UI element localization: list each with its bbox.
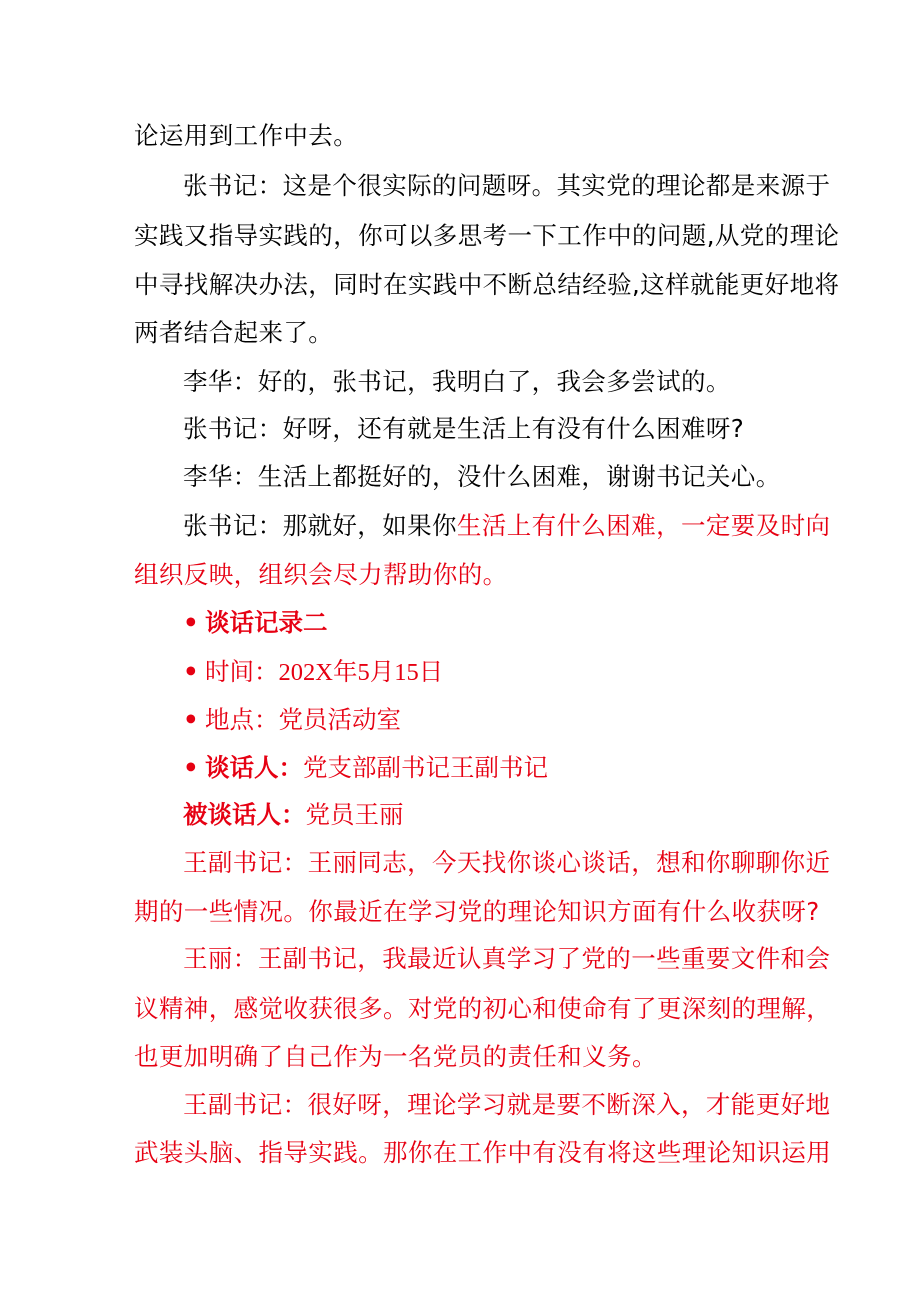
- bullet-icon: •: [183, 705, 199, 734]
- paragraph-line: 王丽：王副书记，我最近认真学习了党的一些重要文件和会: [183, 944, 831, 973]
- line-text-red: 生活上有什么困难，一定要及时向: [456, 511, 831, 540]
- paragraph-line: 期的一些情况。你最近在学习党的理论知识方面有什么收获呀?: [134, 897, 820, 926]
- interviewee-value: 党员王丽: [305, 800, 404, 829]
- paragraph-line: 李华：好的，张书记，我明白了，我会多尝试的。: [183, 367, 731, 396]
- time-value: 202X年5月15日: [278, 659, 444, 686]
- paragraph-line: 也更加明确了自己作为一名党员的责任和义务。: [134, 1042, 657, 1071]
- time-label: 时间：: [205, 657, 279, 686]
- paragraph-line: 李华：生活上都挺好的，没什么困难，谢谢书记关心。: [183, 462, 781, 491]
- bullet-icon: •: [183, 753, 199, 782]
- paragraph-line: 组织反映，组织会尽力帮助你的。: [134, 560, 508, 589]
- speaker-label: 谈话人：: [205, 753, 303, 782]
- paragraph-line: [183, 509, 830, 543]
- speaker-value: 党支部副书记王副书记: [303, 753, 548, 782]
- bullet-icon: •: [183, 608, 199, 637]
- paragraph-line: 武装头脑、指导实践。那你在工作中有没有将这些理论知识运用: [134, 1138, 832, 1167]
- paragraph-line: 张书记：这是个很实际的问题呀。其实党的理论都是来源于: [183, 171, 831, 200]
- record-place: [183, 703, 401, 737]
- line-text-black: 张书记：那就好，如果你: [183, 511, 457, 540]
- paragraph-line: 实践又指导实践的，你可以多思考一下工作中的问题,从党的理论: [134, 221, 840, 250]
- bullet-icon: •: [183, 657, 199, 686]
- paragraph-line: 王副书记：很好呀，理论学习就是要不断深入，才能更好地: [183, 1090, 831, 1119]
- paragraph-line: 中寻找解决办法，同时在实践中不断总结经验,这样就能更好地将: [134, 270, 840, 299]
- paragraph-line: 两者结合起来了。: [134, 318, 334, 347]
- record-speaker: [183, 751, 548, 785]
- record-title: [183, 606, 328, 640]
- paragraph-line: 议精神，感觉收获很多。对党的初心和使命有了更深刻的理解，: [134, 994, 832, 1023]
- record-title-text: 谈话记录二: [205, 608, 328, 637]
- record-interviewee: [183, 798, 404, 832]
- place-text: 地点：党员活动室: [205, 705, 401, 734]
- paragraph-line: 张书记：好呀，还有就是生活上有没有什么困难呀?: [183, 414, 745, 443]
- interviewee-label: 被谈话人：: [183, 800, 306, 829]
- paragraph-line: 王副书记：王丽同志，今天找你谈心谈话，想和你聊聊你近: [183, 848, 831, 877]
- paragraph-line: 论运用到工作中去。: [134, 121, 359, 150]
- record-time: [183, 655, 443, 690]
